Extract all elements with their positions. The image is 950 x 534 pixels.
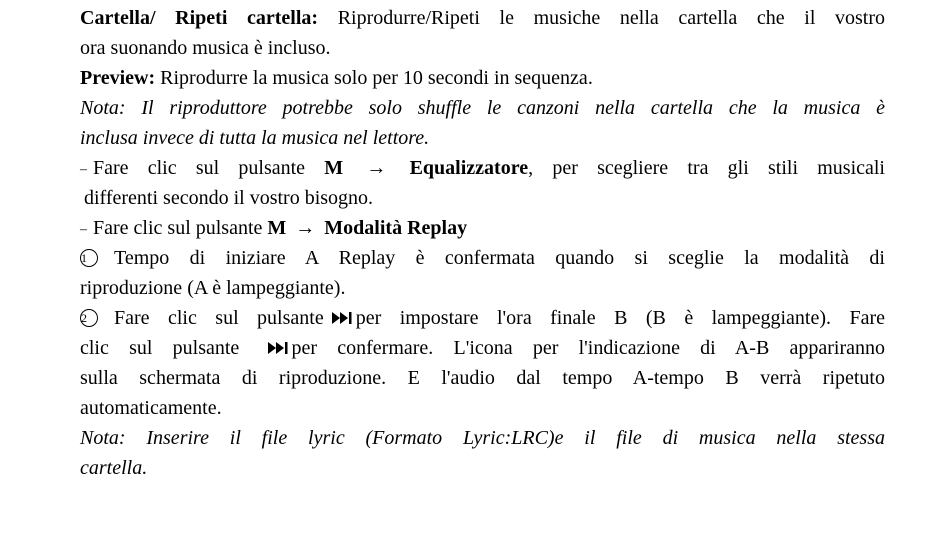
folder-text-1: Riprodurre/Ripeti le musiche nella cartella che il vostro <box>337 7 886 29</box>
fast-forward-end-icon <box>330 304 354 318</box>
folder-line-1 <box>80 3 885 33</box>
arrow-right-icon: → <box>366 157 387 179</box>
step1-text-1: Tempo di iniziare A Replay è confermata quando si sceglie la modalità di <box>114 247 885 269</box>
note2-text-1: Nota: Inserire il file lyric (Formato Lyric:LRC)e il file di musica nella stessa <box>80 427 885 449</box>
note2-text-2: cartella. <box>80 457 148 479</box>
note1-text-2: inclusa invece di tutta la musica nel lettore. <box>80 127 430 149</box>
replay-name: Modalità Replay <box>324 217 468 239</box>
step2-line-3 <box>80 363 885 393</box>
equalizer-line-2 <box>80 183 885 213</box>
manual-page <box>80 3 885 483</box>
note2-line-2 <box>80 453 885 483</box>
replay-key: M <box>267 217 287 239</box>
equalizer-pre: Fare clic sul pulsante <box>93 157 306 179</box>
note1-text-1: Nota: Il riproduttore potrebbe solo shuffle le canzoni nella cartella che la musica è <box>80 97 885 119</box>
step2-pre-2: clic sul pulsante <box>80 337 240 359</box>
step2-post-1: per impostare l'ora finale B (B è lampeggiante). Fare <box>355 307 885 329</box>
arrow-right-icon: → <box>295 217 316 239</box>
step2-line-1 <box>80 303 885 333</box>
step2-text-4: automaticamente. <box>80 397 222 419</box>
equalizer-text-2: differenti secondo il vostro bisogno. <box>84 187 374 209</box>
equalizer-key: M <box>324 157 344 179</box>
note1-line-2 <box>80 123 885 153</box>
replay-dash: – <box>80 222 87 237</box>
replay-line <box>80 213 885 243</box>
step2-line-2 <box>80 333 885 363</box>
folder-label: Cartella/ Ripeti cartella: <box>80 7 319 29</box>
circled-one-icon: 1 <box>80 249 98 267</box>
step2-post-2: per confermare. L'icona per l'indicazione di A-B appariranno <box>291 337 886 359</box>
step1-line-2 <box>80 273 885 303</box>
step1-line-1 <box>80 243 885 273</box>
equalizer-name: Equalizzatore <box>409 157 529 179</box>
step1-text-2: riproduzione (A è lampeggiante). <box>80 277 346 299</box>
folder-text-2: ora suonando musica è incluso. <box>80 37 331 59</box>
step2-text-3: sulla schermata di riproduzione. E l'audio dal tempo A-tempo B verrà ripetuto <box>80 367 885 389</box>
note2-line-1 <box>80 423 885 453</box>
folder-line-2 <box>80 33 885 63</box>
step2-line-4 <box>80 393 885 423</box>
equalizer-dash: – <box>80 162 87 177</box>
circled-two-icon: 2 <box>80 309 98 327</box>
step2-pre-1: Fare clic sul pulsante <box>114 307 324 329</box>
equalizer-post: , per scegliere tra gli stili musicali <box>528 157 885 179</box>
note1-line-1 <box>80 93 885 123</box>
preview-line <box>80 63 885 93</box>
fast-forward-end-icon <box>266 334 290 348</box>
preview-text: Riprodurre la musica solo per 10 secondi in sequenza. <box>160 67 593 89</box>
preview-label: Preview: <box>80 67 156 89</box>
equalizer-line-1 <box>80 153 885 183</box>
replay-pre: Fare clic sul pulsante <box>93 217 263 239</box>
